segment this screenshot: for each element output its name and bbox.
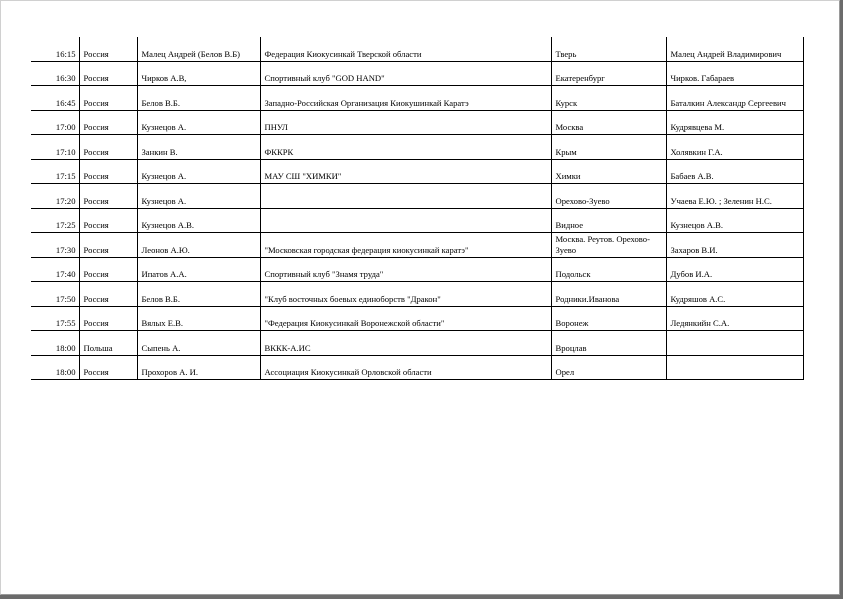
city-cell: Курск xyxy=(551,86,666,111)
club-cell: ВККК-А.ИС xyxy=(260,331,551,356)
table-row xyxy=(31,306,803,331)
time-cell: 17:00 xyxy=(31,110,79,135)
time-cell: 17:55 xyxy=(31,306,79,331)
club-cell: Западно-Российская Организация Киокушинкай Каратэ xyxy=(260,86,551,111)
team-coach-cell: Захаров В.И. xyxy=(666,233,803,258)
time-cell: 17:25 xyxy=(31,208,79,233)
city-cell: Крым xyxy=(551,135,666,160)
city-cell: Химки xyxy=(551,159,666,184)
country-cell: Россия xyxy=(79,61,137,86)
city-cell: Видное xyxy=(551,208,666,233)
country-cell: Россия xyxy=(79,233,137,258)
country-cell: Россия xyxy=(79,135,137,160)
coach-cell: Ипатов А.А. xyxy=(137,257,260,282)
club-cell: "Клуб восточных боевых единоборств "Дракон" xyxy=(260,282,551,307)
table-row xyxy=(31,110,803,135)
club-cell: Спортивный клуб "GOD HAND" xyxy=(260,61,551,86)
team-coach-cell: Баталкин Александр Сергеевич xyxy=(666,86,803,111)
table-row xyxy=(31,233,803,258)
team-coach-cell: Кузнецов А.В. xyxy=(666,208,803,233)
team-coach-cell: Кудряшов А.С. xyxy=(666,282,803,307)
time-cell: 17:15 xyxy=(31,159,79,184)
club-cell: ФККРК xyxy=(260,135,551,160)
city-cell: Тверь xyxy=(551,37,666,61)
table-row xyxy=(31,86,803,111)
coach-cell: Кузнецов А. xyxy=(137,184,260,209)
table-row xyxy=(31,355,803,380)
country-cell: Россия xyxy=(79,159,137,184)
time-cell: 17:10 xyxy=(31,135,79,160)
country-cell: Россия xyxy=(79,257,137,282)
table-row xyxy=(31,37,803,61)
coach-cell: Кузнецов А.В. xyxy=(137,208,260,233)
table-row xyxy=(31,331,803,356)
city-cell: Родники.Иванова xyxy=(551,282,666,307)
coach-cell: Малец Андрей (Белов В.Б) xyxy=(137,37,260,61)
schedule-table-body xyxy=(31,37,803,380)
team-coach-cell: Чирков. Габараев xyxy=(666,61,803,86)
time-cell: 18:00 xyxy=(31,331,79,356)
club-cell xyxy=(260,184,551,209)
table-row xyxy=(31,208,803,233)
table-row xyxy=(31,282,803,307)
city-cell: Екатеренбург xyxy=(551,61,666,86)
country-cell: Россия xyxy=(79,306,137,331)
coach-cell: Прохоров А. И. xyxy=(137,355,260,380)
country-cell: Россия xyxy=(79,37,137,61)
time-cell: 17:20 xyxy=(31,184,79,209)
city-cell: Москва. Реутов. Орехово-Зуево xyxy=(551,233,666,258)
table-row xyxy=(31,184,803,209)
club-cell xyxy=(260,208,551,233)
time-cell: 17:50 xyxy=(31,282,79,307)
time-cell: 16:45 xyxy=(31,86,79,111)
table-row xyxy=(31,61,803,86)
time-cell: 17:30 xyxy=(31,233,79,258)
team-coach-cell: Холявкин Г.А. xyxy=(666,135,803,160)
country-cell: Россия xyxy=(79,208,137,233)
team-coach-cell: Бабаев А.В. xyxy=(666,159,803,184)
schedule-table xyxy=(31,37,804,380)
coach-cell: Кузнецов А. xyxy=(137,110,260,135)
club-cell: Спортивный клуб "Знамя труда" xyxy=(260,257,551,282)
country-cell: Польша xyxy=(79,331,137,356)
time-cell: 17:40 xyxy=(31,257,79,282)
team-coach-cell: Малец Андрей Владимирович xyxy=(666,37,803,61)
club-cell: ПНУЛ xyxy=(260,110,551,135)
coach-cell: Леонов А.Ю. xyxy=(137,233,260,258)
time-cell: 16:15 xyxy=(31,37,79,61)
country-cell: Россия xyxy=(79,282,137,307)
city-cell: Подольск xyxy=(551,257,666,282)
coach-cell: Занкин В. xyxy=(137,135,260,160)
city-cell: Воронеж xyxy=(551,306,666,331)
team-coach-cell xyxy=(666,355,803,380)
country-cell: Россия xyxy=(79,184,137,209)
team-coach-cell: Учаева Е.Ю. ; Зеленин Н.С. xyxy=(666,184,803,209)
city-cell: Вроцлав xyxy=(551,331,666,356)
country-cell: Россия xyxy=(79,86,137,111)
country-cell: Россия xyxy=(79,110,137,135)
city-cell: Москва xyxy=(551,110,666,135)
city-cell: Орехово-Зуево xyxy=(551,184,666,209)
club-cell: МАУ СШ "ХИМКИ" xyxy=(260,159,551,184)
table-row xyxy=(31,135,803,160)
team-coach-cell: Дубов И.А. xyxy=(666,257,803,282)
city-cell: Орел xyxy=(551,355,666,380)
table-row xyxy=(31,257,803,282)
coach-cell: Сыпень А. xyxy=(137,331,260,356)
coach-cell: Белов В.Б. xyxy=(137,282,260,307)
club-cell: "Федерация Киокусинкай Воронежской области" xyxy=(260,306,551,331)
time-cell: 18:00 xyxy=(31,355,79,380)
coach-cell: Чирков А.В, xyxy=(137,61,260,86)
country-cell: Россия xyxy=(79,355,137,380)
club-cell: Ассоциация Киокусинкай Орловской области xyxy=(260,355,551,380)
team-coach-cell xyxy=(666,331,803,356)
coach-cell: Вялых Е.В. xyxy=(137,306,260,331)
coach-cell: Кузнецов А. xyxy=(137,159,260,184)
club-cell: Федерация Киокусинкай Тверской области xyxy=(260,37,551,61)
team-coach-cell: Кудрявцева М. xyxy=(666,110,803,135)
table-row xyxy=(31,159,803,184)
time-cell: 16:30 xyxy=(31,61,79,86)
club-cell: "Московская городская федерация киокусинкай каратэ" xyxy=(260,233,551,258)
team-coach-cell: Ледянкийн С.А. xyxy=(666,306,803,331)
coach-cell: Белов В.Б. xyxy=(137,86,260,111)
